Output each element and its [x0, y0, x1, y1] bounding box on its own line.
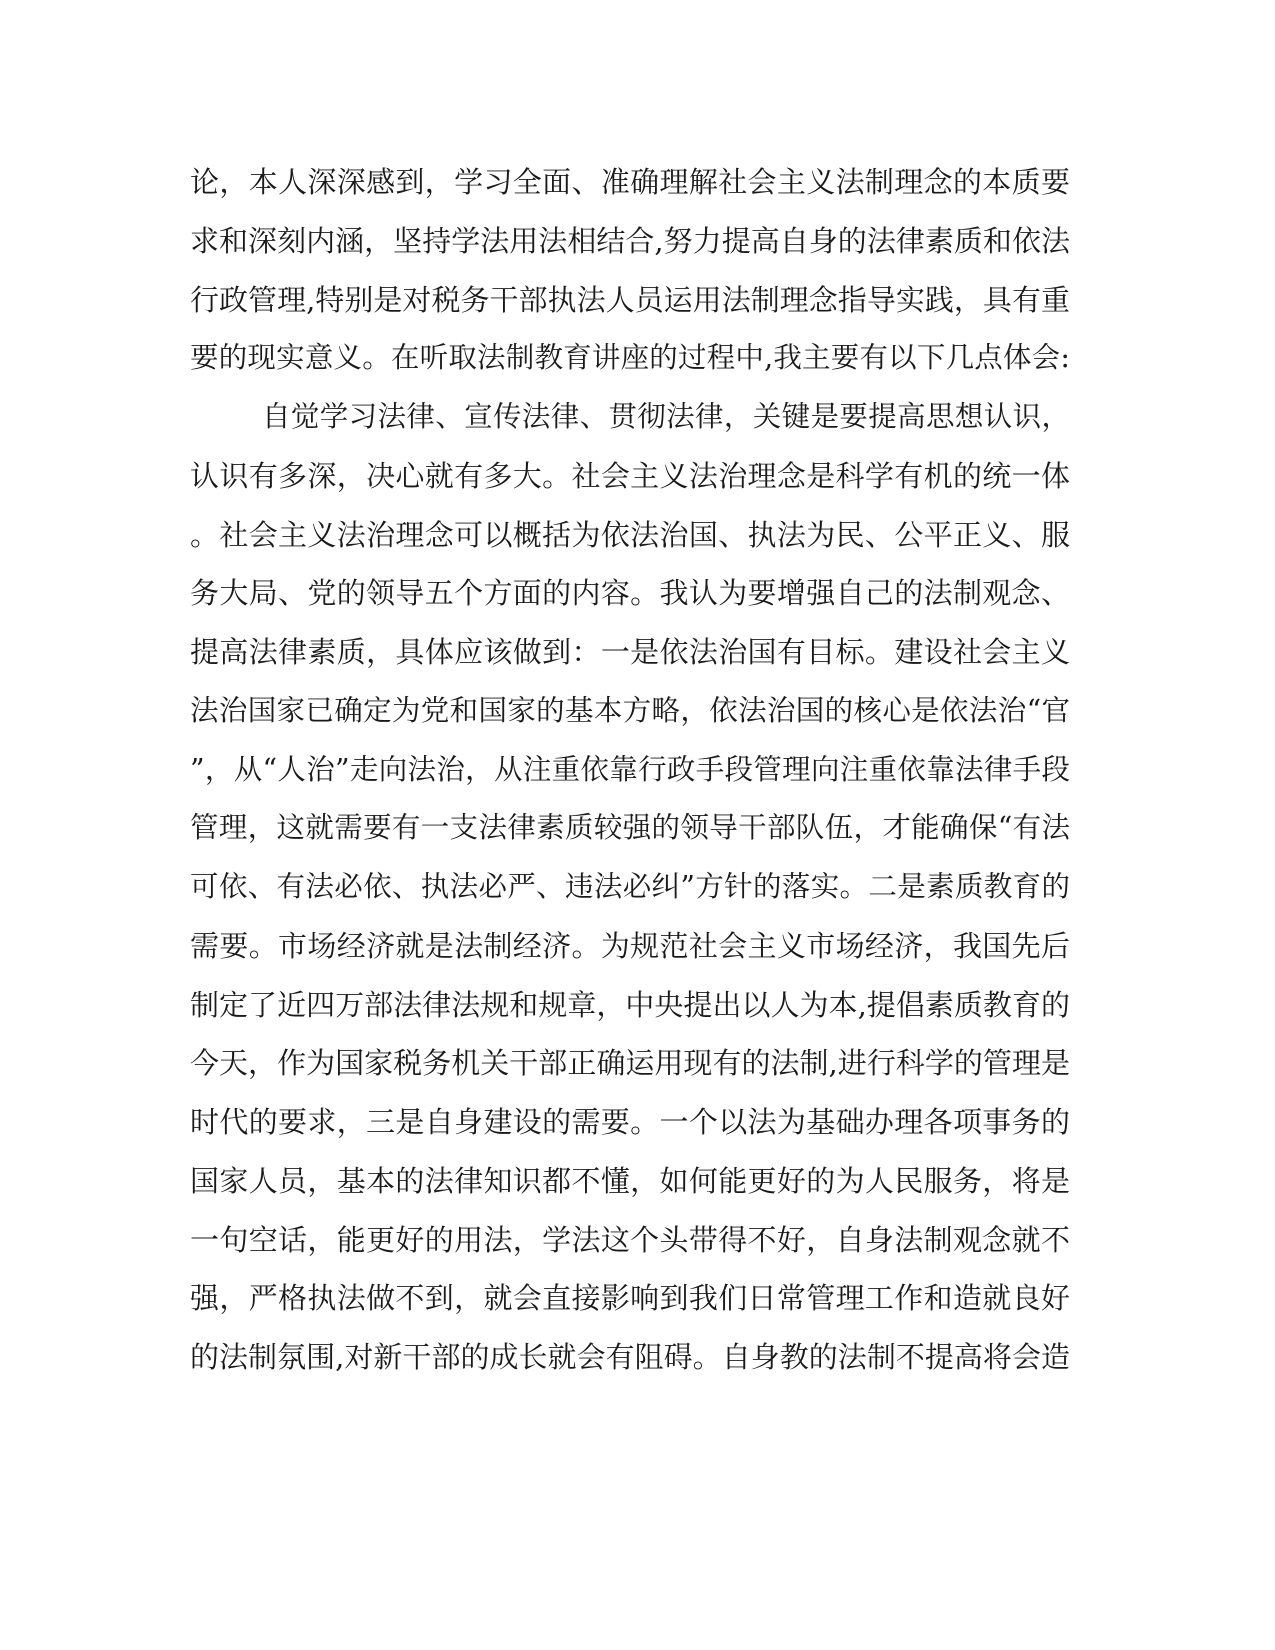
text-line-15: 制定了近四万部法律法规和规章，中央提出以人为本,提倡素质教育的 — [190, 988, 1070, 1022]
text-line-12: 管理，这就需要有一支法律素质较强的领导干部队伍，才能确保“有法 — [190, 811, 1070, 844]
text-line-20: 强，严格执法做不到，就会直接影响到我们日常管理工作和造就良好 — [190, 1281, 1070, 1315]
text-line-1: 论，本人深深感到，学习全面、准确理解社会主义法制理念的本质要 — [190, 165, 1070, 199]
text-line-2: 求和深刻内涵，坚持学法用法相结合,努力提高自身的法律素质和依法 — [190, 224, 1070, 258]
text-line-18: 国家人员，基本的法律知识都不懂，如何能更好的为人民服务，将是 — [190, 1164, 1070, 1198]
text-line-14: 需要。市场经济就是法制经济。为规范社会主义市场经济，我国先后 — [190, 929, 1070, 963]
text-line-21: 的法制氛围,对新干部的成长就会有阻碍。自身教的法制不提高将会造 — [190, 1340, 1070, 1374]
text-line-7: 。社会主义法治理念可以概括为依法治国、执法为民、公平正义、服 — [190, 518, 1070, 552]
text-line-19: 一句空话，能更好的用法，学法这个头带得不好，自身法制观念就不 — [190, 1223, 1070, 1257]
text-line-6: 认识有多深，决心就有多大。社会主义法治理念是科学有机的统一体 — [190, 459, 1070, 493]
text-line-9: 提高法律素质，具体应该做到：一是依法治国有目标。建设社会主义 — [190, 635, 1070, 669]
paragraph-start-line: 自觉学习法律、宣传法律、贯彻法律，关键是要提高思想认识， — [262, 400, 1070, 433]
text-line-10: 法治国家已确定为党和国家的基本方略，依法治国的核心是依法治“官 — [190, 694, 1070, 727]
text-line-3: 行政管理,特别是对税务干部执法人员运用法制理念指导实践，具有重 — [190, 283, 1070, 317]
text-line-11: ”，从“人治”走向法治，从注重依靠行政手段管理向注重依靠法律手段 — [190, 753, 1070, 786]
text-line-16: 今天，作为国家税务机关干部正确运用现有的法制,进行科学的管理是 — [190, 1046, 1070, 1080]
text-line-13: 可依、有法必依、执法必严、违法必纠”方针的落实。二是素质教育的 — [190, 870, 1070, 903]
text-line-8: 务大局、党的领导五个方面的内容。我认为要增强自己的法制观念、 — [190, 576, 1070, 610]
text-line-17: 时代的要求，三是自身建设的需要。一个以法为基础办理各项事务的 — [190, 1105, 1070, 1139]
text-line-4: 要的现实意义。在听取法制教育讲座的过程中,我主要有以下几点体会: — [190, 341, 1070, 374]
